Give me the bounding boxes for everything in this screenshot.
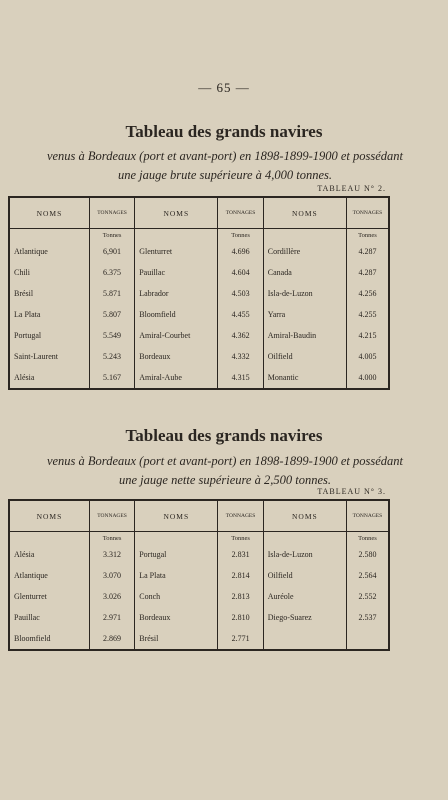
table-3-subtitle-line-2: une jauge nette supérieure à 2,500 tonnes.: [119, 473, 331, 487]
ship-name-cell: Alésia: [10, 367, 89, 388]
tonnage-cell: 2.564: [358, 571, 377, 580]
tonnage-cell: 6.375: [89, 262, 134, 283]
tonnage-cell: 2.971: [89, 607, 134, 628]
table-3-body: [10, 532, 388, 650]
table-3-subtitle-line-1: venus à Bordeaux (port et avant-port) en 1898-1899-1900 et possédant: [46, 454, 404, 468]
table-2-subtitle: [10, 147, 440, 185]
table-2-body: [10, 229, 388, 389]
ship-name-cell: Cordillère: [263, 241, 346, 262]
tonnage-cell: 5.167: [89, 367, 134, 388]
table-2-subtitle-line-2: une jauge brute supérieure à 4,000 tonnes.: [117, 168, 333, 182]
ship-name-cell: Brésil: [135, 628, 218, 649]
ship-name-cell: Isla-de-Luzon: [263, 283, 346, 304]
tonnage-cell: 4.604: [218, 262, 263, 283]
ship-name-cell: Bloomfield: [10, 628, 89, 649]
table-row: [10, 346, 388, 367]
ship-name-cell: Auréole: [263, 586, 346, 607]
table-row: [10, 367, 388, 388]
tonnage-cell: 5.243: [89, 346, 134, 367]
table-row: [10, 565, 388, 586]
table-2-label: TABLEAU N° 2.: [317, 184, 386, 193]
ship-name-cell: Oilfield: [263, 565, 346, 586]
table-3-title: Tableau des grands navires: [125, 426, 323, 445]
column-header: TONNAGES: [89, 198, 134, 229]
ship-name-cell: Conch: [135, 586, 218, 607]
unit-row: [10, 229, 388, 242]
tonnage-cell: 4.255: [358, 310, 377, 319]
unit-label: Tonnes: [218, 229, 263, 242]
tonnage-cell: 2.580: [358, 550, 377, 559]
table-row: [10, 586, 388, 607]
table-2-subtitle-line-1: venus à Bordeaux (port et avant-port) en 1898-1899-1900 et possédant: [46, 149, 404, 163]
column-header: TONNAGES: [89, 501, 134, 532]
tonnage-cell: 5.871: [89, 283, 134, 304]
tonnage-cell: 5.549: [89, 325, 134, 346]
ship-name-cell: Brésil: [10, 283, 89, 304]
ship-name-cell: Chili: [10, 262, 89, 283]
ship-name-cell: Saint-Laurent: [10, 346, 89, 367]
ship-name-cell: Yarra: [263, 304, 346, 325]
ship-name-cell: [263, 628, 346, 649]
ship-name-cell: Oilfield: [263, 346, 346, 367]
tonnage-cell: 3.070: [89, 565, 134, 586]
ship-name-cell: Canada: [263, 262, 346, 283]
tonnage-cell: 4.696: [218, 241, 263, 262]
ship-name-cell: Monantic: [263, 367, 346, 388]
unit-label: Tonnes: [89, 229, 134, 242]
ship-name-cell: Pauillac: [135, 262, 218, 283]
column-header: TONNAGES: [218, 198, 263, 229]
column-header: NOMS: [263, 198, 346, 229]
column-header: NOMS: [10, 501, 89, 532]
ship-name-cell: Isla-de-Luzon: [263, 544, 346, 565]
tonnage-cell: 2.552: [358, 592, 377, 601]
table-row: [10, 544, 388, 565]
table-3-header-row: [10, 501, 388, 532]
table-2-header-row: [10, 198, 388, 229]
table-3-label: TABLEAU N° 3.: [317, 487, 386, 496]
ship-name-cell: Alésia: [10, 544, 89, 565]
table-3-frame: [8, 499, 390, 651]
ship-name-cell: Amiral-Courbet: [135, 325, 218, 346]
ship-name-cell: Bordeaux: [135, 346, 218, 367]
tonnage-cell: 4.000: [358, 373, 377, 382]
tonnage-cell: 4.287: [358, 247, 377, 256]
unit-row: [10, 532, 388, 545]
tonnage-cell: 2.813: [218, 586, 263, 607]
tonnage-cell: 2.771: [218, 628, 263, 649]
tonnage-cell: 2.869: [89, 628, 134, 649]
table-row: [10, 304, 388, 325]
unit-label: Tonnes: [358, 534, 377, 542]
column-header: NOMS: [10, 198, 89, 229]
ship-name-cell: Portugal: [10, 325, 89, 346]
tonnage-cell: 6,901: [89, 241, 134, 262]
table-3-subtitle: [10, 452, 440, 490]
table-2-frame: [8, 196, 390, 390]
table-row: [10, 607, 388, 628]
table-row: [10, 628, 388, 649]
ship-name-cell: Atlantique: [10, 241, 89, 262]
column-header: NOMS: [135, 501, 218, 532]
table-2: [10, 198, 388, 388]
ship-name-cell: Bloomfield: [135, 304, 218, 325]
ship-name-cell: Labrador: [135, 283, 218, 304]
tonnage-cell: 2.810: [218, 607, 263, 628]
table-row: [10, 283, 388, 304]
tonnage-cell: 3.312: [89, 544, 134, 565]
ship-name-cell: La Plata: [135, 565, 218, 586]
ship-name-cell: Glenturret: [10, 586, 89, 607]
ship-name-cell: Diego-Suarez: [263, 607, 346, 628]
column-header: NOMS: [135, 198, 218, 229]
unit-label: Tonnes: [358, 231, 377, 239]
tonnage-cell: 3.026: [89, 586, 134, 607]
tonnage-cell: 2.814: [218, 565, 263, 586]
table-2-title: Tableau des grands navires: [125, 122, 323, 141]
ship-name-cell: Bordeaux: [135, 607, 218, 628]
tonnage-cell: 4.332: [218, 346, 263, 367]
ship-name-cell: La Plata: [10, 304, 89, 325]
table-row: [10, 241, 388, 262]
tonnage-cell: 4.503: [218, 283, 263, 304]
table-row: [10, 325, 388, 346]
tonnage-cell: 4.005: [358, 352, 377, 361]
ship-name-cell: Glenturret: [135, 241, 218, 262]
unit-label: Tonnes: [218, 532, 263, 545]
tonnage-cell: 2.831: [218, 544, 263, 565]
tonnage-cell: 2.537: [358, 613, 377, 622]
tonnage-cell: 5.807: [89, 304, 134, 325]
tonnage-cell: 4.455: [218, 304, 263, 325]
tonnage-cell: 4.315: [218, 367, 263, 388]
ship-name-cell: Amiral-Aube: [135, 367, 218, 388]
column-header: NOMS: [263, 501, 346, 532]
table-3: [10, 501, 388, 649]
tonnage-cell: 4.215: [358, 331, 377, 340]
unit-label: Tonnes: [89, 532, 134, 545]
column-header: TONNAGES: [346, 501, 388, 532]
column-header: TONNAGES: [346, 198, 388, 229]
page-number: — 65 —: [198, 80, 250, 95]
tonnage-cell: 4.287: [358, 268, 377, 277]
tonnage-cell: [346, 628, 388, 649]
ship-name-cell: Amiral-Baudin: [263, 325, 346, 346]
ship-name-cell: Pauillac: [10, 607, 89, 628]
tonnage-cell: 4.256: [358, 289, 377, 298]
column-header: TONNAGES: [218, 501, 263, 532]
ship-name-cell: Atlantique: [10, 565, 89, 586]
tonnage-cell: 4.362: [218, 325, 263, 346]
table-row: [10, 262, 388, 283]
ship-name-cell: Portugal: [135, 544, 218, 565]
